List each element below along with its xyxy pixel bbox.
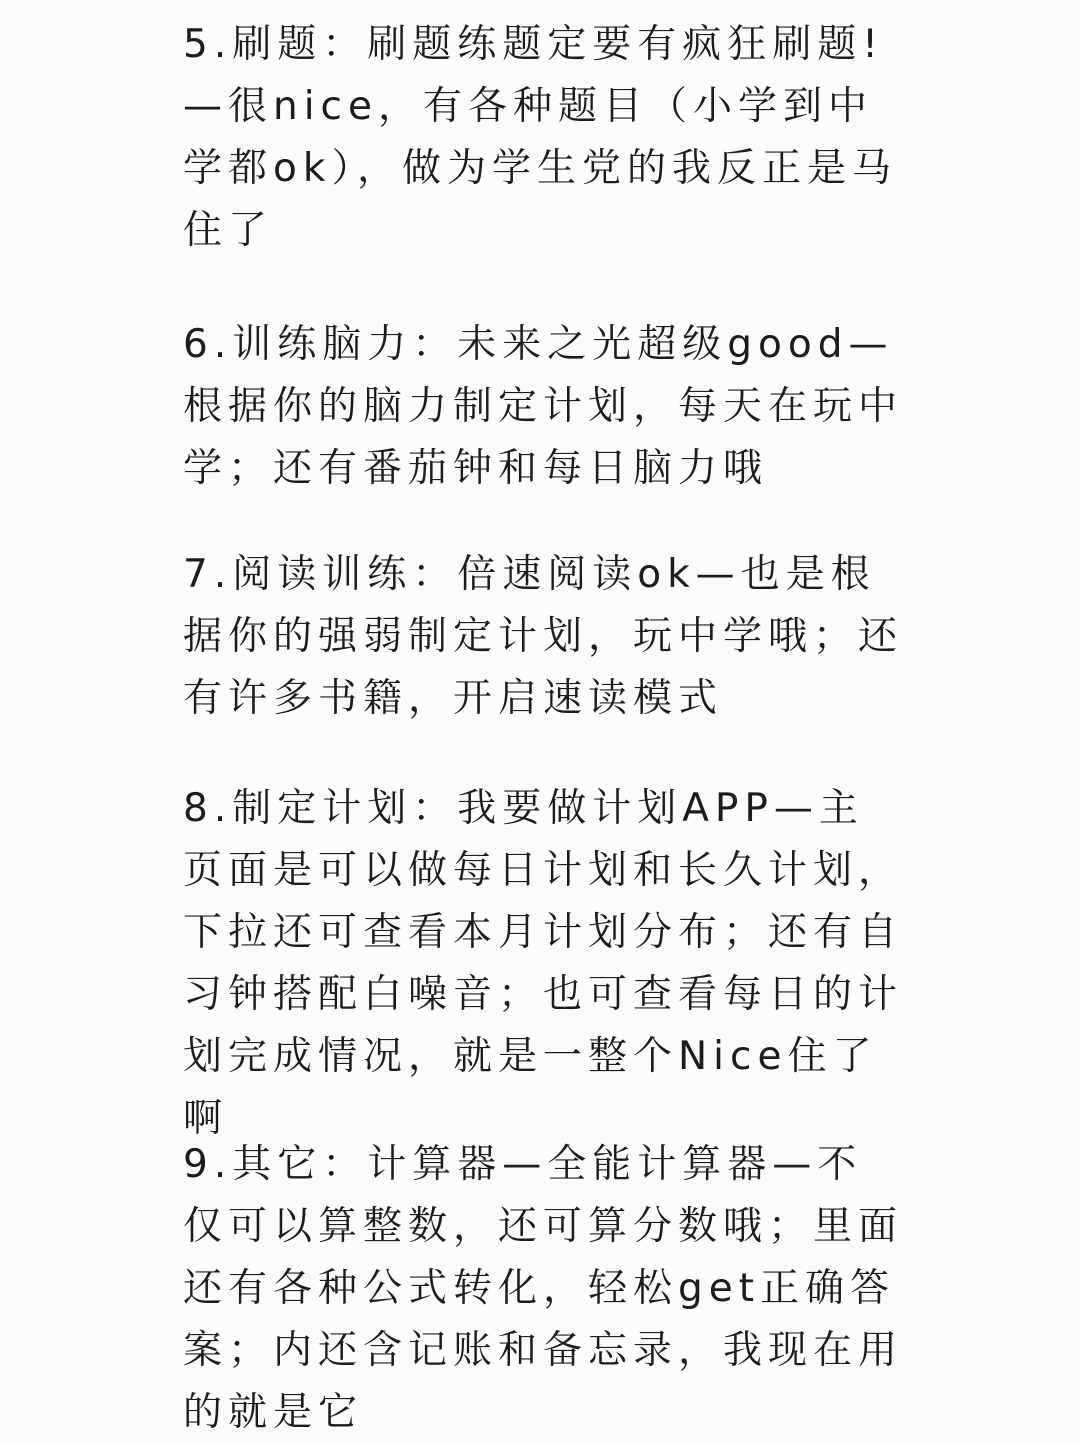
section-8-make-plan: 8.制定计划：我要做计划APP—主页面是可以做每日计划和长久计划，下拉还可查看本月计划分布；还有自习钟搭配白噪音；也可查看每日的计划完成情况，就是一整个Nice住了啊 — [183, 786, 904, 1141]
section-5-brush-questions: 5.刷题：刷题练题定要有疯狂刷题!—很nice，有各种题目（小学到中学都ok），做为学生党的我反正是马住了 — [183, 22, 897, 253]
section-7-reading-training: 7.阅读训练：倍速阅读ok—也是根据你的强弱制定计划，玩中学哦；还有许多书籍，开启速读模式 — [183, 552, 904, 721]
section-9-others: 9.其它：计算器—全能计算器—不仅可以算整数，还可算分数哦；里面还有各种公式转化，轻松get正确答案；内还含记账和备忘录，我现在用的就是它 — [183, 1142, 904, 1435]
section-6-brain-training: 6.训练脑力：未来之光超级good—根据你的脑力制定计划，每天在玩中学；还有番茄钟和每日脑力哦 — [183, 322, 904, 491]
